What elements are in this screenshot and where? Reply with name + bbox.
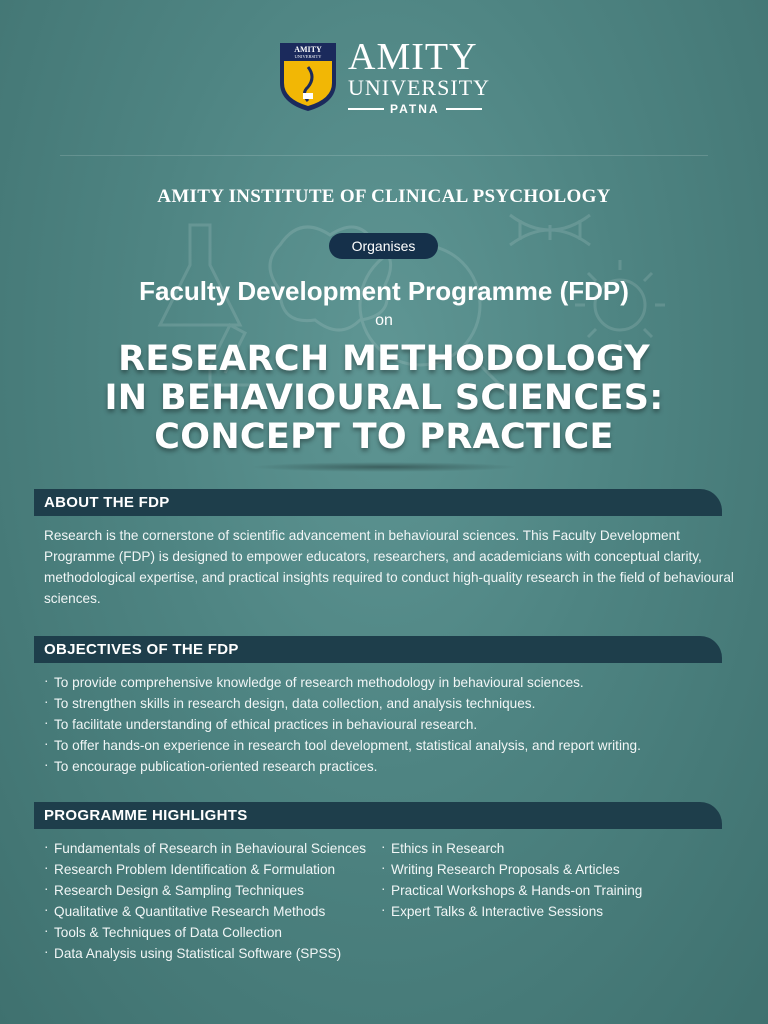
svg-text:UNIVERSITY: UNIVERSITY (294, 53, 322, 59)
objectives-list (44, 672, 641, 777)
list-item: · To encourage publication-oriented research practices. (44, 756, 641, 777)
list-item: · To strengthen skills in research design, data collection, and analysis techniques. (44, 693, 641, 714)
main-title-line-3: CONCEPT TO PRACTICE (154, 417, 614, 457)
brand-wordmark (348, 38, 490, 115)
title-shadow (250, 462, 518, 472)
main-title (0, 340, 768, 457)
programme-title: Faculty Development Programme (FDP) (139, 276, 629, 306)
brand-sub: UNIVERSITY (348, 75, 490, 100)
brand-name: AMITY (348, 36, 478, 78)
list-item: · To facilitate understanding of ethical practices in behavioural research. (44, 714, 641, 735)
list-item: · Tools & Techniques of Data Collection (44, 922, 369, 943)
divider (60, 155, 708, 156)
organises-badge: Organises (329, 233, 438, 259)
list-item: · Fundamentals of Research in Behavioural Sciences (44, 838, 369, 859)
list-item: · Ethics in Research (381, 838, 642, 859)
highlights-list-left (44, 838, 369, 964)
list-item: · Research Design & Sampling Techniques (44, 880, 369, 901)
objectives-heading: OBJECTIVES OF THE FDP (44, 641, 239, 658)
brand-campus: PATNA (348, 103, 482, 115)
list-item: · Expert Talks & Interactive Sessions (381, 901, 642, 922)
shield-text: AMITY (294, 44, 322, 54)
list-item: · To provide comprehensive knowledge of research methodology in behavioural sciences. (44, 672, 641, 693)
objectives-header (34, 636, 722, 663)
about-heading: ABOUT THE FDP (44, 494, 170, 511)
institute-name: AMITY INSTITUTE OF CLINICAL PSYCHOLOGY (157, 186, 611, 207)
list-item: · Practical Workshops & Hands-on Training (381, 880, 642, 901)
list-item: · Data Analysis using Statistical Software (SPSS) (44, 943, 369, 964)
main-title-line-2: IN BEHAVIOURAL SCIENCES: (104, 378, 664, 418)
highlights-heading: PROGRAMME HIGHLIGHTS (44, 807, 248, 824)
amity-logo (0, 38, 768, 115)
about-header (34, 489, 722, 516)
dna-icon (510, 215, 590, 245)
list-item: · To offer hands-on experience in research tool development, statistical analysis, and report writing. (44, 735, 641, 756)
amity-shield-logo (278, 41, 338, 113)
flask-icon (160, 225, 240, 325)
list-item: · Research Problem Identification & Formulation (44, 859, 369, 880)
list-item: · Writing Research Proposals & Articles (381, 859, 642, 880)
on-text: on (375, 312, 393, 329)
main-title-line-1: RESEARCH METHODOLOGY (118, 339, 650, 379)
about-text: Research is the cornerstone of scientific advancement in behavioural sciences. This Faculty Development Programme (FDP) is designed to empower educators, researchers, and academicians with conceptual clarity, methodological expertise, and practical insights required to conduct high-quality research in the field of behavioural sciences. (44, 528, 734, 606)
list-item: · Qualitative & Quantitative Research Methods (44, 901, 369, 922)
highlights-header (34, 802, 722, 829)
highlights-list-right (381, 838, 642, 922)
